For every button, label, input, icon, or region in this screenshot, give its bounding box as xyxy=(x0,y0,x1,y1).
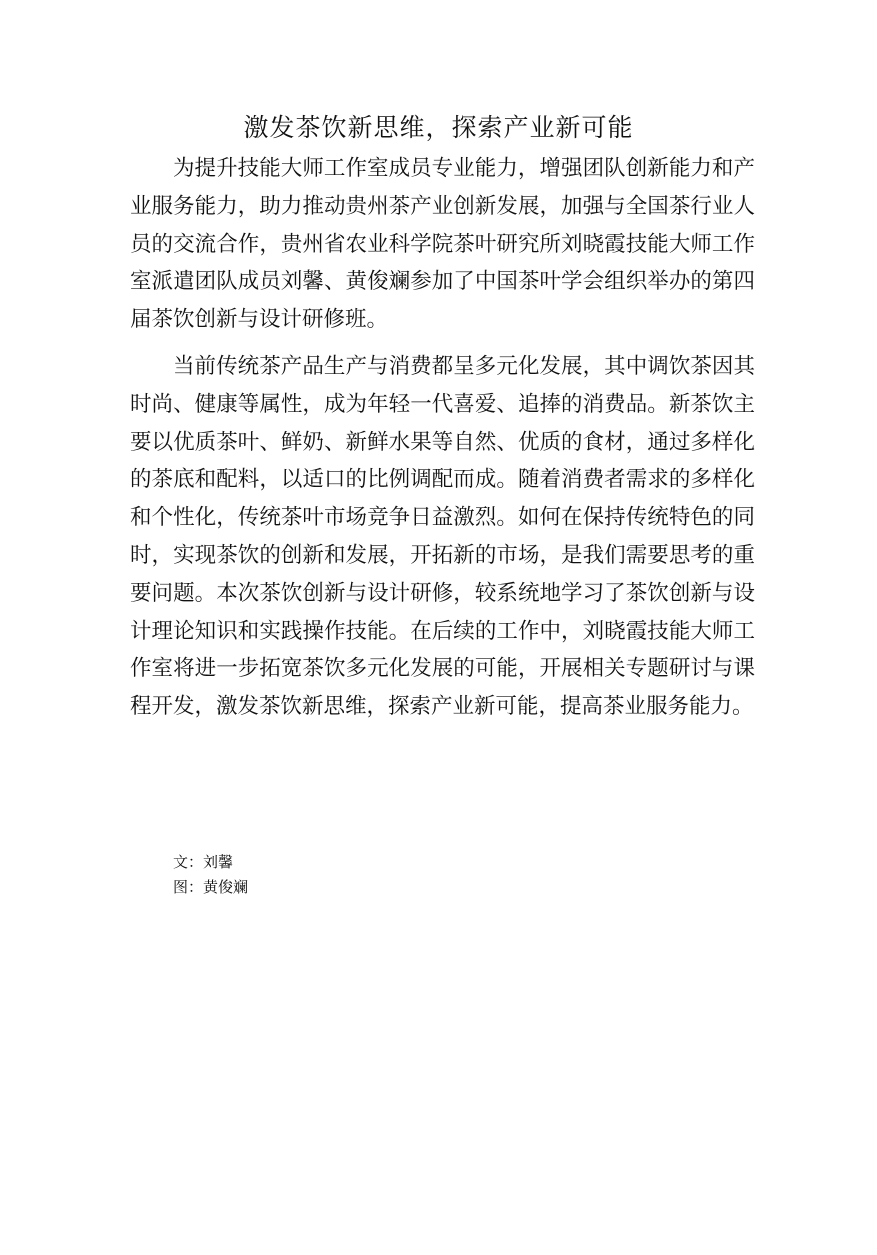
author-credit: 文：刘馨 xyxy=(173,853,234,871)
paragraph-1: 为提升技能大师工作室成员专业能力，增强团队创新能力和产业服务能力，助力推动贵州茶产业创新发展，加强与全国茶行业人员的交流合作，贵州省农业科学院茶叶研究所刘晓霞技能大师工作室派遣团队成员刘馨、黄俊斓参加了中国茶叶学会组织举办的第四届茶饮创新与设计研修班。 xyxy=(130,156,755,333)
paragraph-2: 当前传统茶产品生产与消费都呈多元化发展，其中调饮茶因其时尚、健康等属性，成为年轻一代喜爱、追捧的消费品。新茶饮主要以优质茶叶、鲜奶、新鲜水果等自然、优质的食材，通过多样化的茶底和配料，以适口的比例调配而成。随着消费者需求的多样化和个性化，传统茶叶市场竞争日益激烈。如何在保持传统特色的同时，实现茶饮的创新和发展，开拓新的市场，是我们需要思考的重要问题。本次茶饮创新与设计研修，较系统地学习了茶饮创新与设计理论知识和实践操作技能。在后续的工作中，刘晓霞技能大师工作室将进一步拓宽茶饮多元化发展的可能，开展相关专题研讨与课程开发，激发茶饮新思维，探索产业新可能，提高茶业服务能力。 xyxy=(130,353,755,720)
document-title: 激发茶饮新思维，探索产业新可能 xyxy=(243,113,634,142)
credits xyxy=(173,850,248,900)
article-body xyxy=(130,150,755,726)
photo-credit: 图：黄俊斓 xyxy=(173,878,249,896)
